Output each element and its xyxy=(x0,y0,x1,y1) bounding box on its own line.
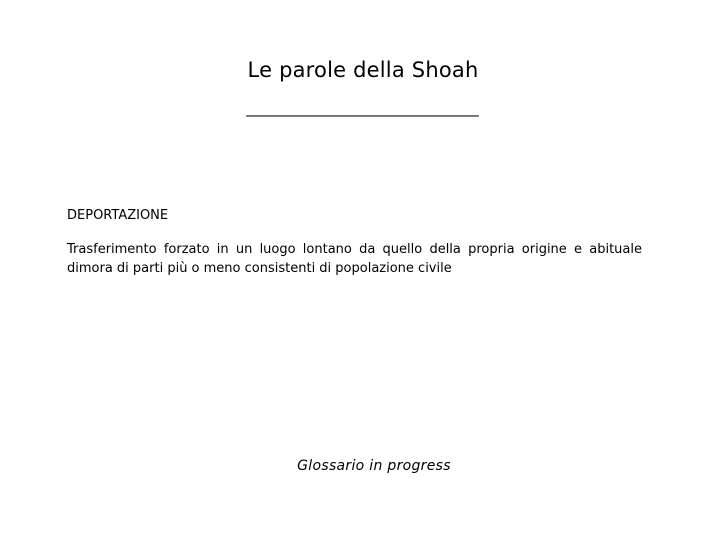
glossary-term: DEPORTAZIONE xyxy=(67,208,169,223)
slide-title: Le parole della Shoah xyxy=(247,58,479,82)
footer-caption: Glossario in progress xyxy=(297,458,451,474)
glossary-definition: Trasferimento forzato in un luogo lontano da quello della propria origine e abituale dimora di parti più o meno consistenti di popolazione civile xyxy=(67,242,642,276)
title-underline-rule: _______________________________ xyxy=(246,99,479,117)
